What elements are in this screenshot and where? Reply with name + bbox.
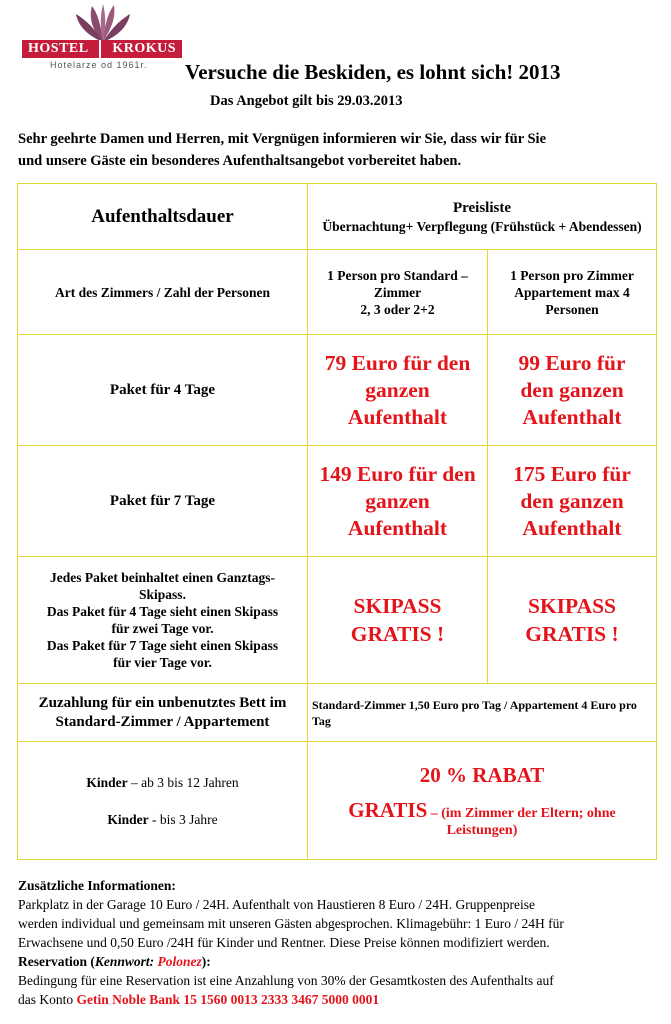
info-line: werden individual und gemeinsam mit unseren Gästen abgesprochen. Klimagebühr: 1 Euro / 24H für [18,916,564,931]
reservation-keyword-label: Kennwort: [94,954,158,969]
crocus-flower-icon [74,2,132,44]
cell-line: 2, 3 oder 2+2 [360,301,435,317]
table-row [18,446,657,557]
package-7-days-label: Paket für 7 Tage [18,446,308,557]
table-row [18,250,657,335]
price-4-days-apartment [488,335,657,446]
additional-info [18,876,658,1009]
cell-line: 149 Euro für den [319,461,476,486]
cell-line: Das Paket für 7 Tage sieht einen Skipass [46,638,279,653]
logo-name-right: KROKUS [112,41,176,56]
table-row [18,335,657,446]
skipass-description [18,557,308,684]
logo-separator [99,40,101,58]
logo-name-left: HOSTEL [28,41,89,56]
cell-line: 1 Person pro Zimmer [510,267,634,283]
cell-line: Personen [545,301,599,317]
extra-bed-price: Standard-Zimmer 1,50 Euro pro Tag / Appartement 4 Euro pro Tag [308,684,657,742]
reservation-paren: ( [86,954,95,969]
offer-validity: Das Angebot gilt bis 29.03.2013 [210,93,403,109]
children-bold: Kinder [107,811,149,827]
children-rest: – ab 3 bis 12 Jahren [127,774,239,790]
children-label [18,742,308,860]
apartment-header [488,250,657,335]
cell-line: Aufenthalt [347,515,448,540]
cell-line: SKIPASS [353,594,442,618]
cell-line: GRATIS ! [350,622,445,646]
children-bold: Kinder [86,774,128,790]
cell-line: Skipass. [139,587,186,602]
table-row [18,742,657,860]
cell-line: Aufenthalt [522,515,622,540]
duration-header: Aufenthaltsdauer [18,184,308,250]
children-discount [308,742,657,860]
price-list-subtitle: Übernachtung+ Verpflegung (Frühstück + Abendessen) [322,218,642,234]
account-prefix: das Konto [18,992,77,1007]
extra-bed-label [18,684,308,742]
page-title: Versuche die Beskiden, es lohnt sich! 2013 [185,60,561,84]
skipass-apartment [488,557,657,684]
cell-line: 99 Euro für [518,350,626,375]
bank-account: Getin Noble Bank 15 1560 0013 2333 3467 5000 0001 [76,992,380,1007]
price-7-days-apartment [488,446,657,557]
reservation-account-line [18,990,658,1009]
cell-line: SKIPASS [527,594,617,618]
intro-text [18,128,658,172]
discount-20-percent: 20 % RABAT [419,762,545,787]
logo-band [22,40,182,58]
reservation-line: Bedingung für eine Reservation ist eine Anzahlung von 30% der Gesamtkosten des Aufenthalts auf [18,973,554,988]
reservation-paren: ): [201,954,211,969]
price-table [17,183,657,860]
price-list-header [308,184,657,250]
hostel-logo [22,2,182,80]
free-under-3 [312,798,652,823]
package-4-days-label: Paket für 4 Tage [18,335,308,446]
cell-line: Standard-Zimmer / Appartement [55,713,270,730]
table-row [18,684,657,742]
room-type-label: Art des Zimmers / Zahl der Personen [18,250,308,335]
info-line: Erwachsene und 0,50 Euro /24H für Kinder und Rentner. Diese Preise können modifiziert werden. [18,935,550,950]
cell-line: 175 Euro für [513,461,631,486]
cell-line: Jedes Paket beinhaltet einen Ganztags- [50,570,275,585]
cell-line: ganzen [365,377,430,402]
cell-line: Appartement max 4 [514,284,630,300]
cell-line: für vier Tage vor. [113,655,212,670]
children-rest: - bis 3 Jahre [148,811,218,827]
cell-line: für zwei Tage vor. [111,621,214,636]
standard-room-header [308,250,488,335]
cell-line: Aufenthalt [522,404,622,429]
reservation-label: Reservation [18,954,87,969]
table-row [18,184,657,250]
intro-line: und unsere Gäste ein besonderes Aufenthaltsangebot vorbereitet haben. [18,153,462,169]
reservation-heading [18,952,658,971]
price-list-title: Preisliste [452,199,512,216]
cell-line: den ganzen [520,377,624,402]
logo-subtitle: Hotelarze od 1961r. [50,60,148,70]
children-age-3-12 [22,774,303,791]
cell-line: Aufenthalt [347,404,448,429]
cell-line: Zimmer [373,284,422,300]
cell-line: Das Paket für 4 Tage sieht einen Skipass [46,604,279,619]
gratis-note: – (im Zimmer der Eltern; ohne [427,805,616,821]
cell-line: Zuzahlung für ein unbenutztes Bett im [38,694,287,711]
skipass-standard [308,557,488,684]
gratis-note: Leistungen) [446,822,518,838]
reservation-password: Polonez [157,954,202,969]
gratis-label: GRATIS [348,797,428,822]
price-4-days-standard [308,335,488,446]
cell-line: 79 Euro für den [324,350,471,375]
cell-line: den ganzen [520,488,624,513]
info-line: Parkplatz in der Garage 10 Euro / 24H. Aufenthalt von Haustieren 8 Euro / 24H. Gruppenpreise [18,897,535,912]
children-under-3 [22,811,303,828]
price-7-days-standard [308,446,488,557]
info-title: Zusätzliche Informationen: [18,878,176,893]
table-row [18,557,657,684]
cell-line: GRATIS ! [525,622,619,646]
cell-line: ganzen [365,488,430,513]
cell-line: 1 Person pro Standard – [327,267,468,283]
intro-line: Sehr geehrte Damen und Herren, mit Vergnügen informieren wir Sie, dass wir für Sie [18,131,547,147]
